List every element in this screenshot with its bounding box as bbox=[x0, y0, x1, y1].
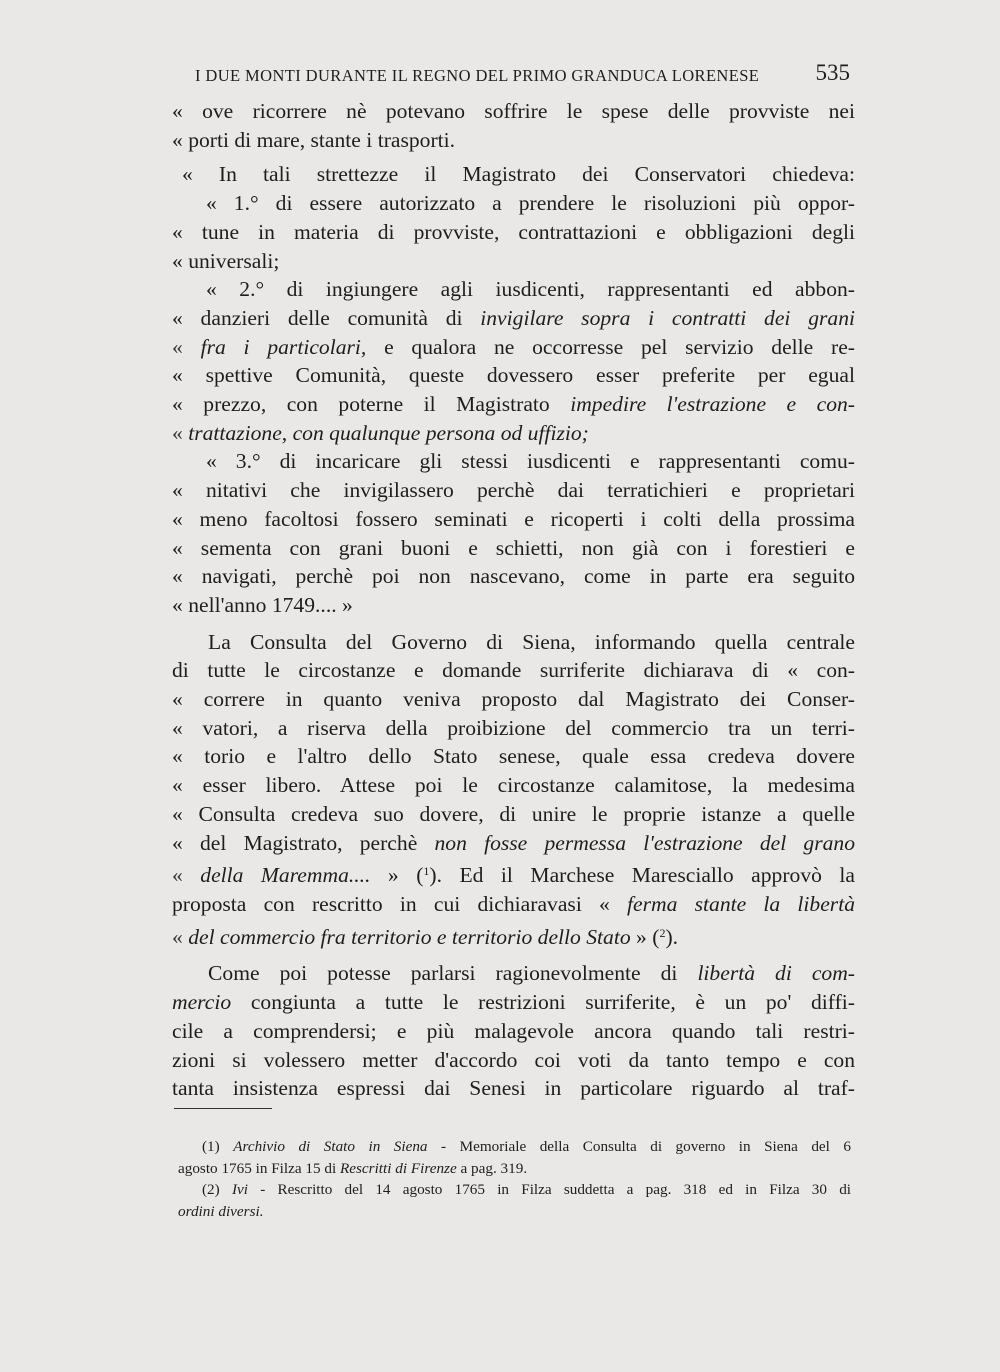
footnotes bbox=[178, 1136, 851, 1222]
text-line: « danzieri delle comunità di invigilare sopra i contratti dei grani bbox=[172, 305, 855, 330]
text-line: tanta insistenza espressi dai Senesi in particolare riguardo al traf- bbox=[172, 1076, 855, 1101]
footnote-2: (2) Ivi - Rescritto del 14 agosto 1765 in Filza suddetta a pag. 318 ed in Filza 30 di bbox=[202, 1181, 852, 1198]
text-line: « porti di mare, stante i trasporti. bbox=[172, 127, 456, 152]
text-line: « navigati, perchè poi non nascevano, come in parte era seguito bbox=[172, 564, 855, 589]
text-line: mercio congiunta a tutte le restrizioni surriferite, è un po' diffi- bbox=[172, 990, 855, 1015]
italic-phrase: invigilare sopra i contratti dei grani bbox=[480, 305, 855, 330]
footnote-1-cont: agosto 1765 in Filza 15 di Rescritti di Firenze a pag. 319. bbox=[178, 1159, 528, 1177]
italic-phrase: trattazione, con qualunque persona od uffizio; bbox=[188, 420, 589, 445]
text-line: « fra i particolari, e qualora ne occorresse pel servizio delle re- bbox=[172, 334, 855, 359]
italic-phrase: fra i particolari, bbox=[200, 334, 367, 359]
italic-phrase: libertà di com- bbox=[697, 961, 855, 986]
footnote-divider bbox=[174, 1108, 272, 1109]
text-line: « universali; bbox=[172, 248, 280, 273]
text-line: « spettive Comunità, queste dovessero esser preferite per egual bbox=[172, 363, 855, 388]
footnote-ref: 1 bbox=[423, 864, 430, 879]
text-line: « vatori, a riserva della proibizione del commercio tra un terri- bbox=[172, 715, 855, 740]
text-line: proposta con rescritto in cui dichiaravasi « ferma stante la libertà bbox=[172, 891, 855, 916]
text-line: « Consulta credeva suo dovere, di unire le proprie istanze a quelle bbox=[172, 801, 855, 826]
italic-phrase: non fosse permessa l'estrazione del grano bbox=[434, 830, 855, 855]
page-number: 535 bbox=[815, 60, 850, 85]
text-line: « del commercio fra territorio e territorio dello Stato » ($^2$). bbox=[172, 924, 679, 949]
text-line: « sementa con grani buoni e schietti, non già con i forestieri e bbox=[172, 535, 855, 560]
italic-phrase: impedire l'estrazione e con- bbox=[570, 392, 855, 417]
text-line: cile a comprendersi; e più malagevole ancora quando tali restri- bbox=[172, 1018, 855, 1043]
footnote-2-cont: ordini diversi. bbox=[178, 1202, 264, 1220]
text-line: « 2.° di ingiungere agli iusdicenti, rappresentanti ed abbon- bbox=[206, 277, 855, 302]
text-line: « 1.° di essere autorizzato a prendere le risoluzioni più oppor- bbox=[206, 191, 855, 216]
main-text bbox=[172, 97, 855, 1103]
italic-phrase: mercio bbox=[172, 990, 232, 1015]
text-line: « prezzo, con poterne il Magistrato impedire l'estrazione e con- bbox=[172, 392, 855, 417]
text-line: « tune in materia di provviste, contrattazioni e obbligazioni degli bbox=[172, 219, 855, 244]
text-line: « meno facoltosi fossero seminati e ricoperti i colti della prossima bbox=[172, 506, 855, 531]
italic-phrase: del commercio fra territorio e territorio dello Stato bbox=[188, 924, 631, 949]
italic-phrase: ferma stante la libertà bbox=[627, 891, 855, 916]
text-line: Come poi potesse parlarsi ragionevolmente di libertà di com- bbox=[208, 961, 855, 986]
footnote-ref: 2 bbox=[659, 925, 666, 940]
text-line: La Consulta del Governo di Siena, informando quella centrale bbox=[208, 629, 855, 654]
text-line: « In tali strettezze il Magistrato dei Conservatori chiedeva: bbox=[182, 162, 855, 187]
text-line: « ove ricorrere nè potevano soffrire le spese delle provviste nei bbox=[172, 99, 855, 123]
text-line: « della Maremma.... » ($^1$). Ed il Marchese Maresciallo approvò la bbox=[172, 863, 855, 888]
text-line: zioni si volessero metter d'accordo coi voti da tanto tempo e con bbox=[172, 1047, 855, 1072]
footnote-mark: (2) bbox=[202, 1181, 220, 1198]
italic-phrase: della Maremma.... bbox=[200, 863, 371, 888]
text-line: di tutte le circostanze e domande surriferite dichiarava di « con- bbox=[172, 658, 855, 683]
text-line: « del Magistrato, perchè non fosse permessa l'estrazione del grano bbox=[172, 830, 855, 855]
text-line: « torio e l'altro dello Stato senese, quale essa credeva dovere bbox=[172, 744, 855, 769]
footnote-mark: (1) bbox=[202, 1138, 220, 1155]
footnote-1: (1) Archivio di Stato in Siena - Memoriale della Consulta di governo in Siena del 6 bbox=[202, 1138, 851, 1155]
text-line: « nitativi che invigilassero perchè dai terratichieri e proprietari bbox=[172, 478, 855, 503]
text-line: « 3.° di incaricare gli stessi iusdicenti e rappresentanti comu- bbox=[206, 449, 855, 474]
text-line: « trattazione, con qualunque persona od uffizio; bbox=[172, 420, 589, 445]
text-line: « correre in quanto veniva proposto dal Magistrato dei Conser- bbox=[172, 687, 855, 712]
text-line: « nell'anno 1749.... » bbox=[172, 592, 353, 617]
running-title: I DUE MONTI DURANTE IL REGNO DEL PRIMO GRANDUCA LORENESE bbox=[195, 66, 760, 85]
text-line: « esser libero. Attese poi le circostanze calamitose, la medesima bbox=[172, 773, 855, 798]
